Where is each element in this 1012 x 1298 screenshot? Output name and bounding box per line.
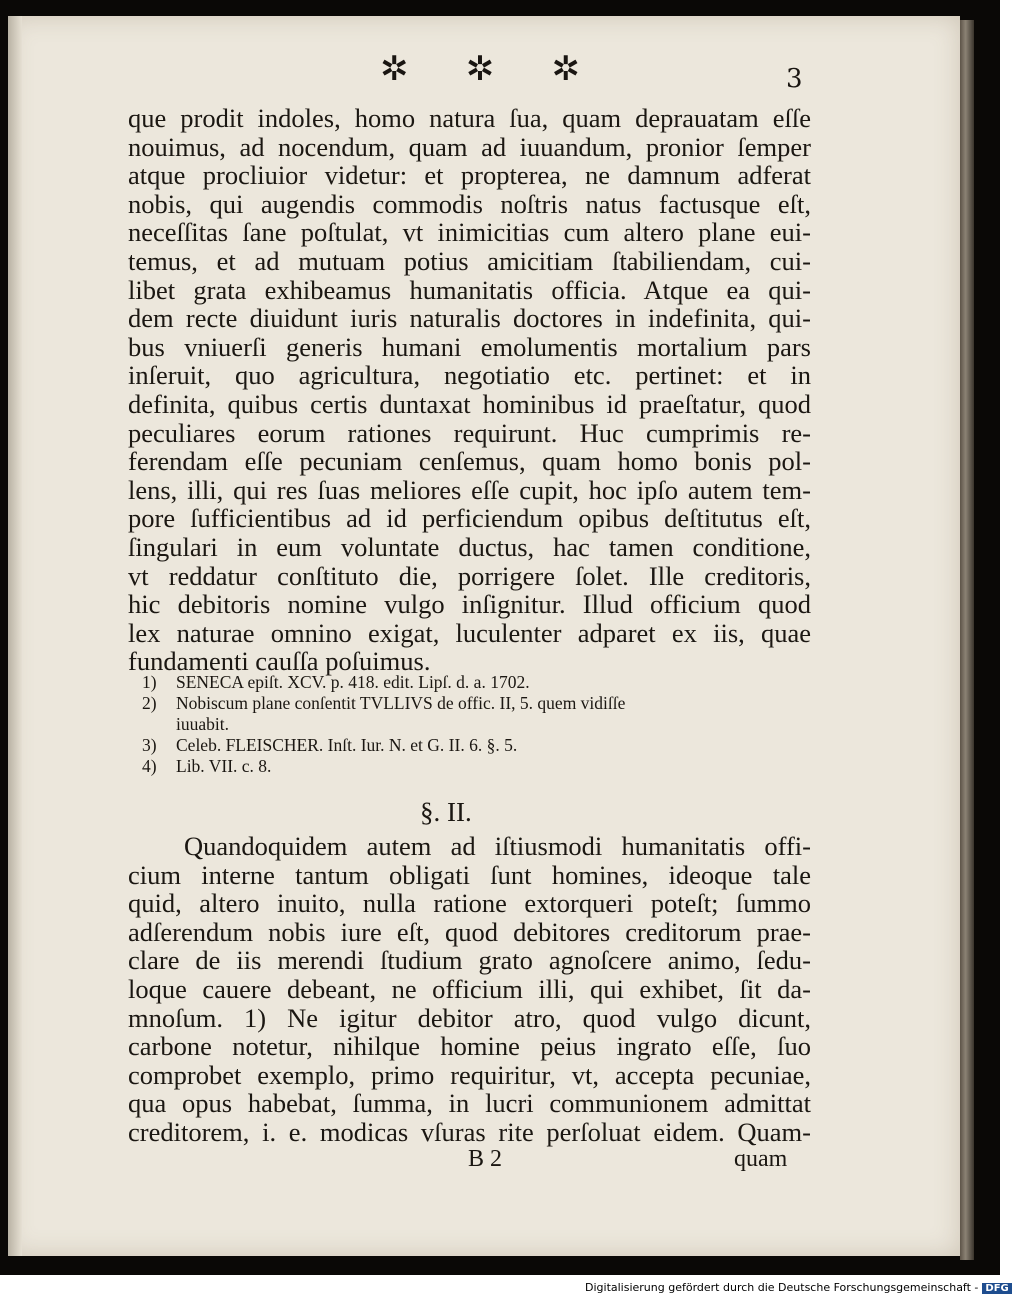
footnote-label: 1) <box>142 672 157 692</box>
text-line: nouimus, ad nocendum, quam ad iuuandum, pronior ſemper <box>128 131 811 162</box>
text-line: loque cauere debeant, ne officium illi, qui exhibet, ſit da- <box>128 973 811 1004</box>
star-ornament-icon: ✲ <box>465 49 495 89</box>
text-line: comprobet exemplo, primo requiritur, vt, accepta pecuniae, <box>128 1059 811 1090</box>
footnote-label: 2) <box>142 693 157 713</box>
text-line: adſerendum nobis iure eſt, quod debitores creditorum prae- <box>128 916 811 947</box>
text-line: bus vniuerſi generis humani emolumentis mortalium pars <box>128 331 811 362</box>
star-ornament-icon: ✲ <box>380 49 409 89</box>
text-line: libet grata exhibeamus humanitatis officia. Atque ea qui- <box>128 274 811 305</box>
footnote <box>142 756 822 777</box>
credit-text: Digitalisierung gefördert durch die Deutsche Forschungsgemeinschaft - <box>585 1281 979 1294</box>
footnote <box>142 693 822 714</box>
digitization-credit <box>585 1281 1012 1294</box>
footnote <box>142 672 822 693</box>
text-line: fundamenti cauſſa poſuimus. <box>128 646 431 677</box>
text-line: quid, altero inuito, nulla ratione extorqueri poteſt; ſummo <box>128 888 811 919</box>
footnote <box>142 735 822 756</box>
text-line: vt reddatur conſtituto die, porrigere ſolet. Ille creditoris, <box>128 560 811 591</box>
text-line: dem recte diuidunt iuris naturalis doctores in indefinita, qui- <box>128 303 811 334</box>
star-ornament-icon: ✲ <box>551 49 580 89</box>
footnote-text: Nobiscum plane conſentit TVLLIVS de offic. II, 5. quem vidiſſe <box>176 693 626 713</box>
text-line: atque procliuior videtur: et propterea, ne damnum adferat <box>128 160 811 191</box>
text-line: qua opus habebat, ſumma, in lucri communionem admittat <box>128 1088 811 1119</box>
footnotes <box>142 672 822 777</box>
text-line: inſeruit, quo agricultura, negotiatio etc. pertinet: et in <box>128 360 811 391</box>
text-line: peculiares eorum rationes requirunt. Huc cumprimis re- <box>128 417 811 448</box>
text-line: lens, illi, qui res ſuas meliores eſſe cupit, hoc ipſo autem tem- <box>128 474 811 505</box>
next-page-edge <box>960 20 974 1260</box>
header-ornaments <box>380 49 580 89</box>
text-line: nobis, qui augendis commodis noſtris natus factusque eſt, <box>128 188 811 219</box>
text-line: hic debitoris nomine vulgo inſignitur. Illud officium quod <box>128 589 811 620</box>
section-heading: §. II. <box>420 797 472 827</box>
text-line: neceſſitas ſane poſtulat, vt inimicitias cum altero plane eui- <box>128 217 811 248</box>
signature-mark: B 2 <box>468 1146 503 1172</box>
text-line: temus, et ad mutuam potius amicitiam ſtabiliendam, cui- <box>128 245 811 276</box>
footnote-text: SENECA epiſt. XCV. p. 418. edit. Lipſ. d. a. 1702. <box>176 672 530 692</box>
text-line: cium interne tantum obligati ſunt homines, ideoque tale <box>128 859 811 890</box>
footnote-label: 4) <box>142 756 157 776</box>
text-line: ſingulari in eum voluntate ductus, hac tamen conditione, <box>128 531 811 562</box>
footnote-continuation: iuuabit. <box>176 714 229 734</box>
paragraph-2 <box>128 832 811 1147</box>
footnote-text: Celeb. FLEISCHER. Inſt. Iur. N. et G. II. 6. §. 5. <box>176 735 518 755</box>
catchword: quam <box>734 1146 788 1172</box>
text-line: definita, quibus certis duntaxat hominibus id praeſtatur, quod <box>128 388 811 419</box>
text-line: Quandoquidem autem ad iſtiusmodi humanitatis offi- <box>184 831 811 861</box>
page-number: 3 <box>786 64 803 94</box>
text-line: creditorem, i. e. modicas vſuras rite perſoluat eidem. Quam- <box>128 1116 811 1147</box>
text-line: mnoſum. 1) Ne igitur debitor atro, quod vulgo dicunt, <box>128 1002 811 1033</box>
text-line: pore ſufficientibus ad id perficiendum opibus deſtitutus eſt, <box>128 503 811 534</box>
text-line: carbone notetur, nihilque homine peius ingrato eſſe, ſuo <box>128 1031 811 1062</box>
footnote-text: Lib. VII. c. 8. <box>176 756 272 776</box>
text-line: clare de iis merendi ſtudium grato agnoſcere animo, ſedu- <box>128 945 811 976</box>
paragraph-1 <box>128 104 811 676</box>
footnote-label: 3) <box>142 735 157 755</box>
page-gutter <box>8 16 22 1256</box>
text-line: que prodit indoles, homo natura ſua, quam deprauatam eſſe <box>128 103 811 133</box>
dfg-logo[interactable]: DFG <box>982 1283 1011 1294</box>
text-line: ferendam eſſe pecuniam cenſemus, quam homo bonis pol- <box>128 446 811 477</box>
text-line: lex naturae omnino exigat, luculenter adparet ex iis, quae <box>128 617 811 648</box>
